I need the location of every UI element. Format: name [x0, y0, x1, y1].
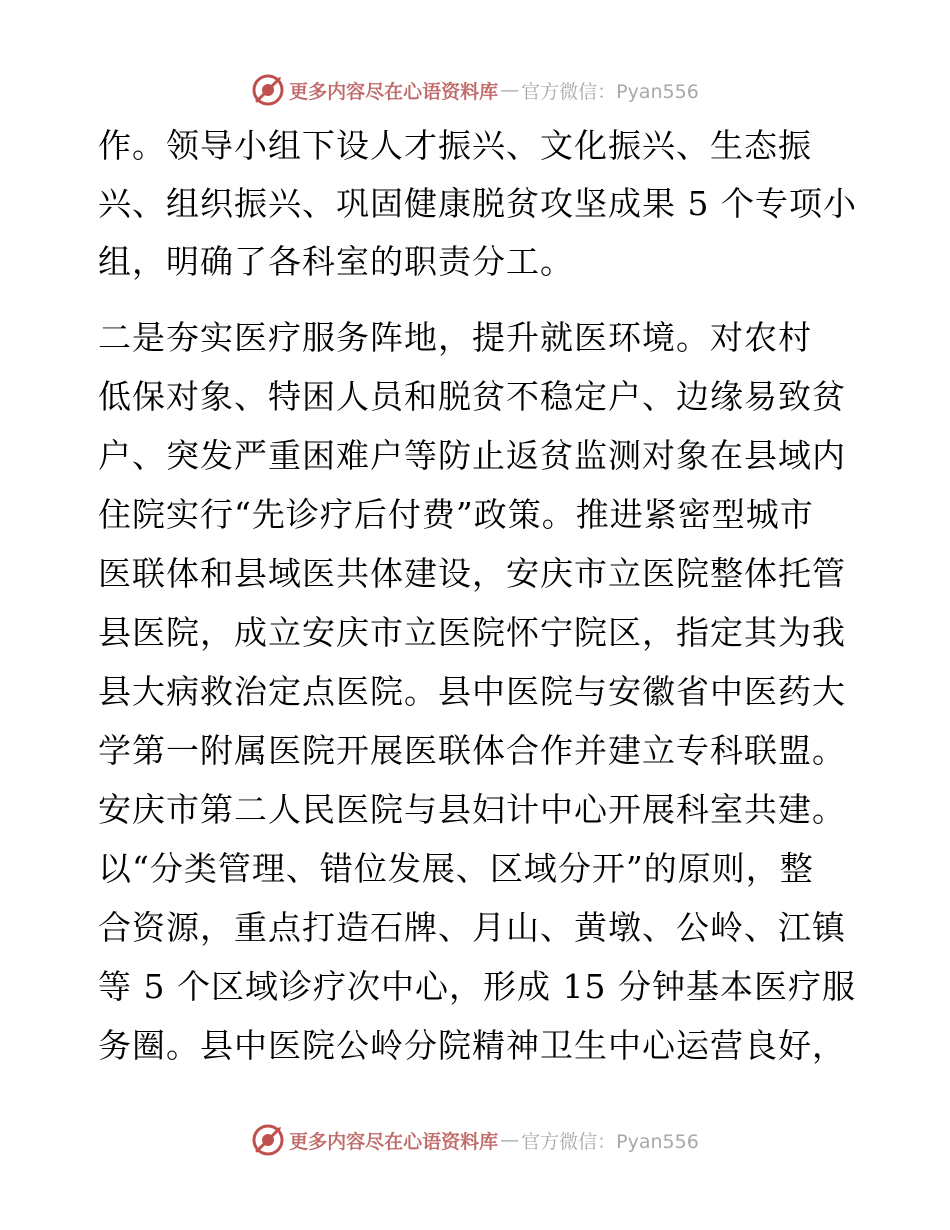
body-line: 等 5 个区域诊疗次中心，形成 15 分钟基本医疗服	[98, 967, 856, 1006]
body-line: 户、突发严重困难户等防止返贫监测对象在县域内	[98, 436, 846, 475]
body-line: 低保对象、特困人员和脱贫不稳定户、边缘易致贫	[98, 377, 846, 416]
body-line: 合资源，重点打造石牌、月山、黄墩、公岭、江镇	[98, 908, 846, 947]
body-line: 县医院，成立安庆市立医院怀宁院区，指定其为我	[98, 613, 846, 652]
body-line: 学第一附属医院开展医联体合作并建立专科联盟。	[98, 731, 846, 770]
body-line: 县大病救治定点医院。县中医院与安徽省中医药大	[98, 672, 846, 711]
footer-separator: —	[500, 1129, 520, 1151]
body-line: 作。领导小组下设人才振兴、文化振兴、生态振	[98, 126, 812, 165]
body-line: 医联体和县域医共体建设，安庆市立医院整体托管	[98, 554, 846, 593]
header-banner	[0, 70, 950, 110]
logo-icon	[251, 1123, 285, 1157]
footer-promo-text: 更多内容尽在心语资料库	[289, 1130, 499, 1153]
body-line: 二是夯实医疗服务阵地，提升就医环境。对农村	[98, 318, 812, 357]
body-line: 组，明确了各科室的职责分工。	[98, 242, 574, 281]
logo-icon	[251, 73, 285, 107]
body-line: 住院实行“先诊疗后付费”政策。推进紧密型城市	[98, 495, 814, 534]
body-line: 兴、组织振兴、巩固健康脱贫攻坚成果 5 个专项小	[98, 184, 857, 223]
header-promo-text: 更多内容尽在心语资料库	[289, 80, 499, 103]
footer-wechat-text: 官方微信：Pyan556	[521, 1130, 699, 1153]
footer-banner	[0, 1120, 950, 1160]
body-line: 务圈。县中医院公岭分院精神卫生中心运营良好，	[98, 1026, 846, 1065]
header-separator: —	[500, 79, 520, 101]
body-line: 以“分类管理、错位发展、区域分开”的原则，整	[98, 849, 814, 888]
body-line: 安庆市第二人民医院与县妇计中心开展科室共建。	[98, 790, 846, 829]
header-wechat-text: 官方微信：Pyan556	[521, 80, 699, 103]
